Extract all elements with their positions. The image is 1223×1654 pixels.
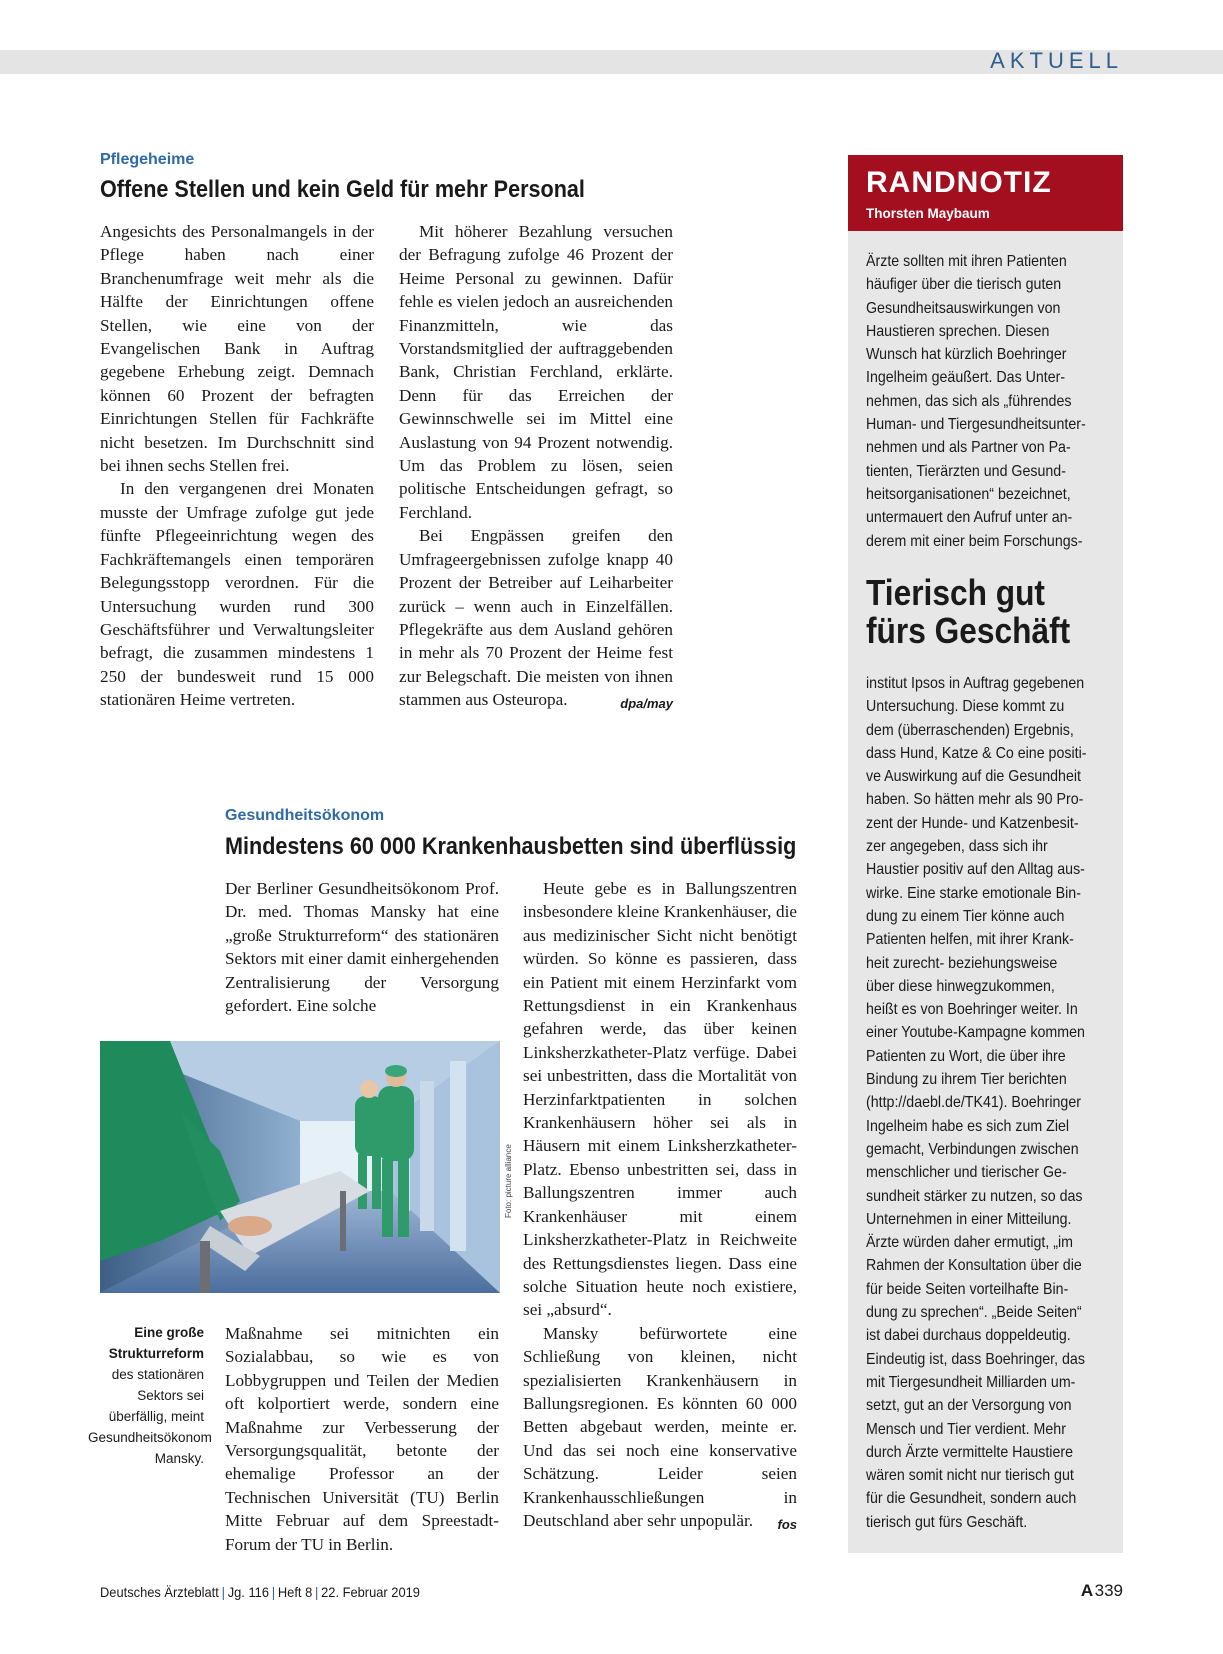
- paragraph: Maßnahme sei mitnichten ein Sozialabbau, so wie es von Lobbygruppen und Teilen der Medien oft kolportiert werde, sondern eine Maßnahme zur Verbesserung der Versorgungsqualität, betonte der ehemalige Professor an der Technischen Universität (TU) Berlin Mitte Februar auf dem Spreestadt-Forum der TU in Berlin.: [225, 1324, 499, 1554]
- randnotiz-line: Haustieren sprechen. Diesen: [866, 322, 1050, 340]
- randnotiz-line: zent der Hunde- und Katzenbesit-: [866, 814, 1079, 832]
- randnotiz-line: durch Ärzte vermittelte Haustiere: [866, 1443, 1074, 1461]
- randnotiz-line: dass Hund, Katze & Co eine positi-: [866, 744, 1087, 762]
- page-number-value: 339: [1094, 1581, 1123, 1600]
- randnotiz-line: häufiger über die tierisch guten: [866, 276, 1062, 294]
- issue: Heft 8: [277, 1584, 313, 1600]
- randnotiz-line: gemacht, Verbindungen zwischen: [866, 1140, 1079, 1158]
- randnotiz-line: zer angegeben, dass sich ihr: [866, 838, 1048, 856]
- separator: |: [221, 1584, 225, 1600]
- randnotiz-text-top: [866, 250, 1085, 553]
- article2-kicker: Gesundheitsökonom: [225, 807, 385, 824]
- hospital-corridor-photo: [100, 1041, 500, 1293]
- section-label: AKTUELL: [990, 48, 1123, 73]
- randnotiz-line: Patienten zu Wort, die über ihre: [866, 1047, 1066, 1065]
- photo-caption: [88, 1322, 212, 1469]
- volume: Jg. 116: [227, 1584, 270, 1600]
- paragraph: Angesichts des Personalmangels in der Pflege haben nach einer Branchenumfrage weit mehr als die Hälfte der Einrichtungen offene Stellen, wie eine von der Evangelischen Bank in Auftrag gegebene Erhebung zeigt. Demnach können 60 Prozent der befragten Einrichtungen Stellen für Fachkräfte nicht besetzen. Im Durchschnitt sind bei ihnen sechs Stellen frei.: [100, 222, 374, 476]
- paragraph: [399, 524, 673, 711]
- article1-headline: Offene Stellen und kein Geld für mehr Personal: [100, 176, 585, 203]
- randnotiz-line: tierisch gut fürs Geschäft.: [866, 1513, 1028, 1531]
- randnotiz-line: mit Tiergesundheit Milliarden um-: [866, 1373, 1076, 1391]
- randnotiz-line: institut Ipsos in Auftrag gegebenen: [866, 675, 1085, 692]
- paragraph: In den vergangenen drei Monaten musste der Umfrage zufolge gut jede fünfte Pflegeeinrichtung wegen des Fachkräftemangels einen temporären Belegungsstopp verordnen. Für die Untersuchung wurden rund 300 Geschäftsführer und Verwaltungsleiter befragt, die zusammen mindestens 1 250 der bundesweit rund 15 000 stationären Heime vertreten.: [100, 479, 374, 710]
- randnotiz-line: Wunsch hat kürzlich Boehringer: [866, 346, 1067, 364]
- date: 22. Februar 2019: [321, 1584, 420, 1600]
- randnotiz-line: über diese hinwegzukommen,: [866, 977, 1055, 995]
- randnotiz-line: sundheit stärker zu nutzen, so das: [866, 1187, 1083, 1205]
- caption-lead: Eine große Strukturreform: [108, 1325, 204, 1361]
- randnotiz-line: setzt, gut an der Versorgung von: [866, 1397, 1072, 1415]
- randnotiz-text-bottom: [866, 672, 1085, 1534]
- randnotiz-line: Ingelheim habe es sich zum Ziel: [866, 1117, 1070, 1135]
- randnotiz-line: ist dabei durchaus doppeldeutig.: [866, 1327, 1071, 1345]
- randnotiz-headline-line: fürs Geschäft: [866, 610, 1071, 651]
- article2-headline: Mindestens 60 000 Krankenhausbetten sind überflüssig: [225, 833, 797, 860]
- separator: |: [271, 1584, 276, 1600]
- randnotiz-line: Ärzte sollten mit ihren Patienten: [866, 253, 1067, 270]
- separator: |: [315, 1584, 319, 1600]
- page-prefix: A: [1080, 1581, 1094, 1600]
- randnotiz-line: nehmen, das sich als „führendes: [866, 392, 1072, 410]
- randnotiz-headline: [866, 574, 1070, 650]
- paragraph: Mit höherer Bezahlung versuchen der Befragung zufolge 46 Prozent der Heime Personal zu gewinnen. Dafür fehle es vielen jedoch an ausreichenden Finanzmitteln, wie das Vorstandsmitglied der auftraggebenden Bank, Christian Ferchland, erklärte. Denn für das Erreichen der Gewinnschwelle sei im Mittel eine Auslastung von 94 Prozent notwendig. Um das Problem zu lösen, seien politische Entscheidungen gefragt, so Ferchland.: [399, 222, 673, 522]
- randnotiz-line: Haustier positiv auf den Alltag aus-: [866, 861, 1085, 879]
- randnotiz-line: untermauert den Aufruf unter an-: [866, 509, 1073, 527]
- randnotiz-line: dung zu sprechen“. „Beide Seiten“: [866, 1304, 1082, 1322]
- page-number: [1081, 1581, 1123, 1601]
- randnotiz-line: haben. So hätten mehr als 90 Pro-: [866, 791, 1084, 809]
- randnotiz-line: (http://daebl.de/TK41). Boehringer: [866, 1094, 1081, 1112]
- randnotiz-line: menschlicher und tierischer Ge-: [866, 1164, 1067, 1182]
- photo-illustration: [100, 1041, 500, 1293]
- paragraph: Der Berliner Gesundheitsökonom Prof. Dr. med. Thomas Mansky hat eine „große Strukturreform“ des stationären Sektors mit einer damit einhergehenden Zentralisierung der Versorgung gefordert. Eine solche: [225, 879, 499, 1016]
- randnotiz-line: ve Auswirkung auf die Gesundheit: [866, 768, 1081, 786]
- article1-column-1: [100, 220, 374, 712]
- footer-citation: [100, 1584, 420, 1600]
- caption-text: des stationären Sektors sei überfällig, meint Gesundheitsökonom Mansky.: [88, 1367, 212, 1466]
- article1-kicker: Pflegeheime: [100, 151, 195, 168]
- article2-column-1-top: [225, 877, 499, 1017]
- paragraph: Heute gebe es in Ballungszentren insbesondere kleine Krankenhäuser, die aus medizinischer Sicht nicht benötigt würden. So könne es passieren, dass ein Patient mit einem Herzinfarkt vom Rettungsdienst in ein Krankenhaus gefahren werde, das über keinen Linksherzkatheter-Platz verfüge. Dabei sei unbestritten, dass die Mortalität von Herzinfarktpatienten in solchen Krankenhäusern höher sei als in Häusern mit einem Linksherzkatheter-Platz. Ebenso unbestritten sei, dass in Ballungszentren immer auch Krankenhäuser mit einem Linksherzkatheter-Platz in Reichweite des Rettungsdienstes liegen. Dass eine solche Situation heute noch existiere, sei „absurd“.: [523, 879, 797, 1320]
- randnotiz-line: einer Youtube-Kampagne kommen: [866, 1024, 1085, 1042]
- randnotiz-line: Human- und Tiergesundheitsunter-: [866, 416, 1086, 434]
- randnotiz-headline-line: Tierisch gut: [866, 572, 1045, 613]
- paragraph-text: Bei Engpässen greifen den Umfrageergebnissen zufolge knapp 40 Prozent der Betreiber auf Leiharbeiter zurück – wenn auch in Einzelfällen. Pflegekräfte aus dem Ausland gehören in mehr als 70 Prozent der Heime fest zur Belegschaft. Die meisten von ihnen stammen aus Osteuropa.: [399, 526, 673, 710]
- randnotiz-line: für beide Seiten vorteilhafte Bin-: [866, 1280, 1069, 1298]
- randnotiz-line: Unternehmen in einer Mitteilung.: [866, 1210, 1072, 1228]
- randnotiz-author: Thorsten Maybaum: [866, 206, 990, 221]
- article2-column-2: [523, 877, 797, 1536]
- randnotiz-line: heitsorganisationen“ bezeichnet,: [866, 485, 1071, 503]
- randnotiz-line: Gesundheitsauswirkungen von: [866, 299, 1061, 317]
- randnotiz-line: Eindeutig ist, dass Boehringer, das: [866, 1350, 1085, 1368]
- randnotiz-line: Bindung zu ihrem Tier berichten: [866, 1071, 1067, 1089]
- paragraph: [523, 1322, 797, 1533]
- randnotiz-line: wären somit nicht nur tierisch gut: [866, 1467, 1074, 1485]
- randnotiz-line: Mensch und Tier verdient. Mehr: [866, 1420, 1066, 1438]
- randnotiz-line: dung zu einem Tier könne auch: [866, 907, 1065, 925]
- randnotiz-line: heißt es von Boehringer weiter. In: [866, 1001, 1078, 1019]
- photo-credit: Foto: picture alliance: [504, 1144, 513, 1218]
- randnotiz-line: tienten, Tierärzten und Gesund-: [866, 462, 1066, 480]
- randnotiz-line: nehmen und als Partner von Pa-: [866, 439, 1071, 457]
- randnotiz-line: Rahmen der Konsultation über die: [866, 1257, 1082, 1275]
- randnotiz-line: Untersuchung. Diese kommt zu: [866, 698, 1065, 716]
- journal-name: Deutsches Ärzteblatt: [100, 1584, 219, 1600]
- randnotiz-line: Patienten helfen, mit ihrer Krank-: [866, 931, 1074, 949]
- randnotiz-line: Ingelheim geäußert. Das Unter-: [866, 369, 1066, 387]
- randnotiz-title: RANDNOTIZ: [866, 166, 1052, 199]
- randnotiz-line: Ärzte würden daher ermutigt, „im: [866, 1234, 1074, 1252]
- article1-column-2: [399, 220, 673, 716]
- randnotiz-line: derem mit einer beim Forschungs-: [866, 532, 1083, 550]
- article1-signature: dpa/may: [620, 696, 673, 712]
- article2-signature: fos: [777, 1516, 797, 1532]
- paragraph-text: Mansky befürwortete eine Schließung von kleinen, nicht spezialisierten Krankenhäusern in Ballungsregionen. Es könnten 60 000 Betten abgebaut werden, meinte er. Und das sei noch eine konservative Schätzung. Leider seien Krankenhausschließungen in Deutschland aber sehr unpopulär.: [523, 1323, 797, 1530]
- randnotiz-line: für die Gesundheit, sondern auch: [866, 1490, 1077, 1508]
- article2-column-1-bottom: [225, 1322, 499, 1556]
- randnotiz-line: heit zurecht- beziehungsweise: [866, 954, 1058, 972]
- randnotiz-line: dem (überraschenden) Ergebnis,: [866, 721, 1074, 739]
- randnotiz-line: wirke. Eine starke emotionale Bin-: [866, 884, 1081, 902]
